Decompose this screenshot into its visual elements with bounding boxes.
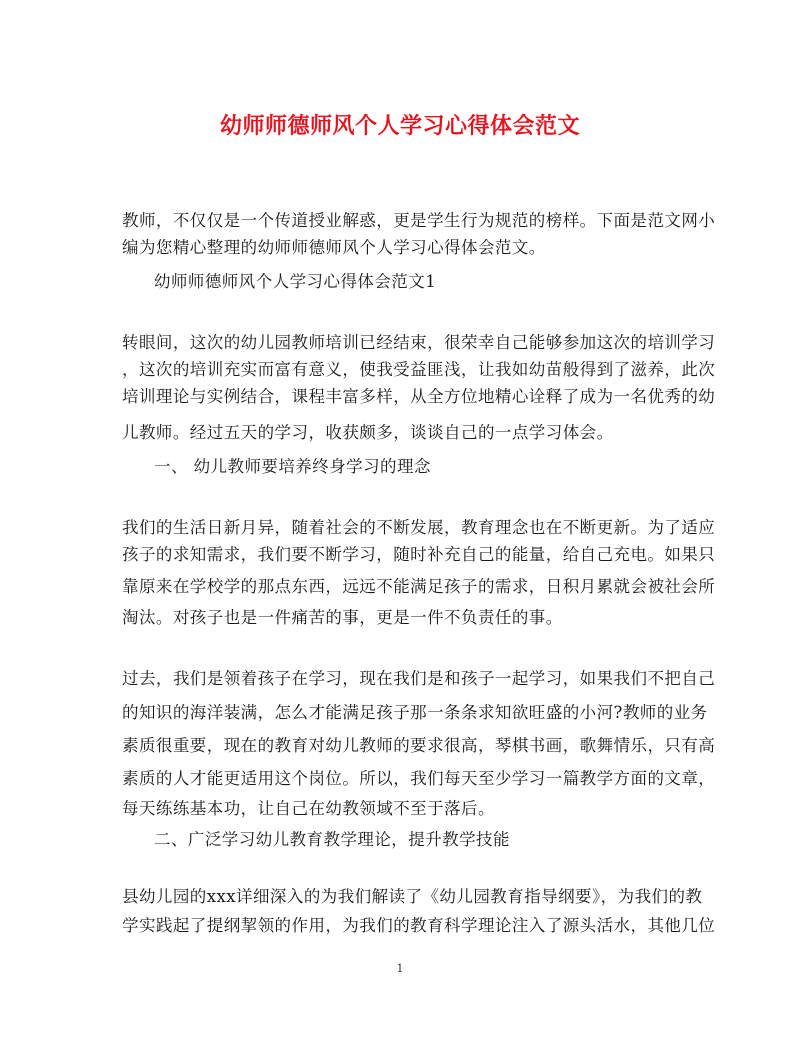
- body-line: 教师，不仅仅是一个传道授业解惑，更是学生行为规范的榜样。下面是范文网小: [122, 211, 716, 230]
- body-line: 每天练练基本功，让自己在幼教领域不至于落后。: [122, 799, 495, 818]
- body-line: ，这次的培训充实而富有意义，使我受益匪浅，让我如幼苗般得到了滋养，此次: [122, 360, 716, 379]
- body-line: 淘汰。对孩子也是一件痛苦的事，更是一件不负责任的事。: [122, 608, 563, 627]
- body-line: 过去，我们是领着孩子在学习，现在我们是和孩子一起学习，如果我们不把自己: [122, 669, 716, 688]
- body-line: 孩子的求知需求，我们要不断学习，随时补充自己的能量，给自己充电。如果只: [122, 545, 716, 564]
- body-line: 儿教师。经过五天的学习，收获颇多，谈谈自己的一点学习体会。: [122, 423, 614, 442]
- body-line: 素质很重要，现在的教育对幼儿教师的要求很高，琴棋书画，歌舞情乐，只有高: [122, 736, 716, 755]
- section-heading: 二、广泛学习幼儿教育教学理论，提升教学技能: [154, 830, 510, 849]
- body-line: 学实践起了提纲挈领的作用，为我们的教育科学理论注入了源头活水，其他几位: [122, 916, 716, 935]
- page-number: 1: [396, 962, 404, 975]
- body-line: 我们的生活日新月异，随着社会的不断发展，教育理念也在不断更新。为了适应: [122, 518, 716, 537]
- body-line: 靠原来在学校学的那点东西，远远不能满足孩子的需求，日积月累就会被社会所: [122, 577, 716, 596]
- body-line: 转眼间，这次的幼儿园教师培训已经结束，很荣幸自己能够参加这次的培训学习: [122, 333, 716, 352]
- body-line: 编为您精心整理的幼师师德师风个人学习心得体会范文。: [122, 238, 546, 257]
- body-line: 县幼儿园的xxx详细深入的为我们解读了《幼儿园教育指导纲要》，为我们的教: [122, 887, 703, 906]
- body-line: 培训理论与实例结合，课程丰富多样，从全方位地精心诠释了成为一名优秀的幼: [122, 387, 716, 406]
- section-heading: 一、 幼儿教师要培养终身学习的理念: [154, 457, 431, 476]
- subheading: 幼师师德师风个人学习心得体会范文1: [154, 272, 437, 291]
- document-title: 幼师师德师风个人学习心得体会范文: [219, 113, 580, 139]
- body-line: 的知识的海洋装满，怎么才能满足孩子那一条条求知欲旺盛的小河?教师的业务: [122, 703, 708, 722]
- body-line: 素质的人才能更适用这个岗位。所以，我们每天至少学习一篇教学方面的文章，: [122, 769, 716, 788]
